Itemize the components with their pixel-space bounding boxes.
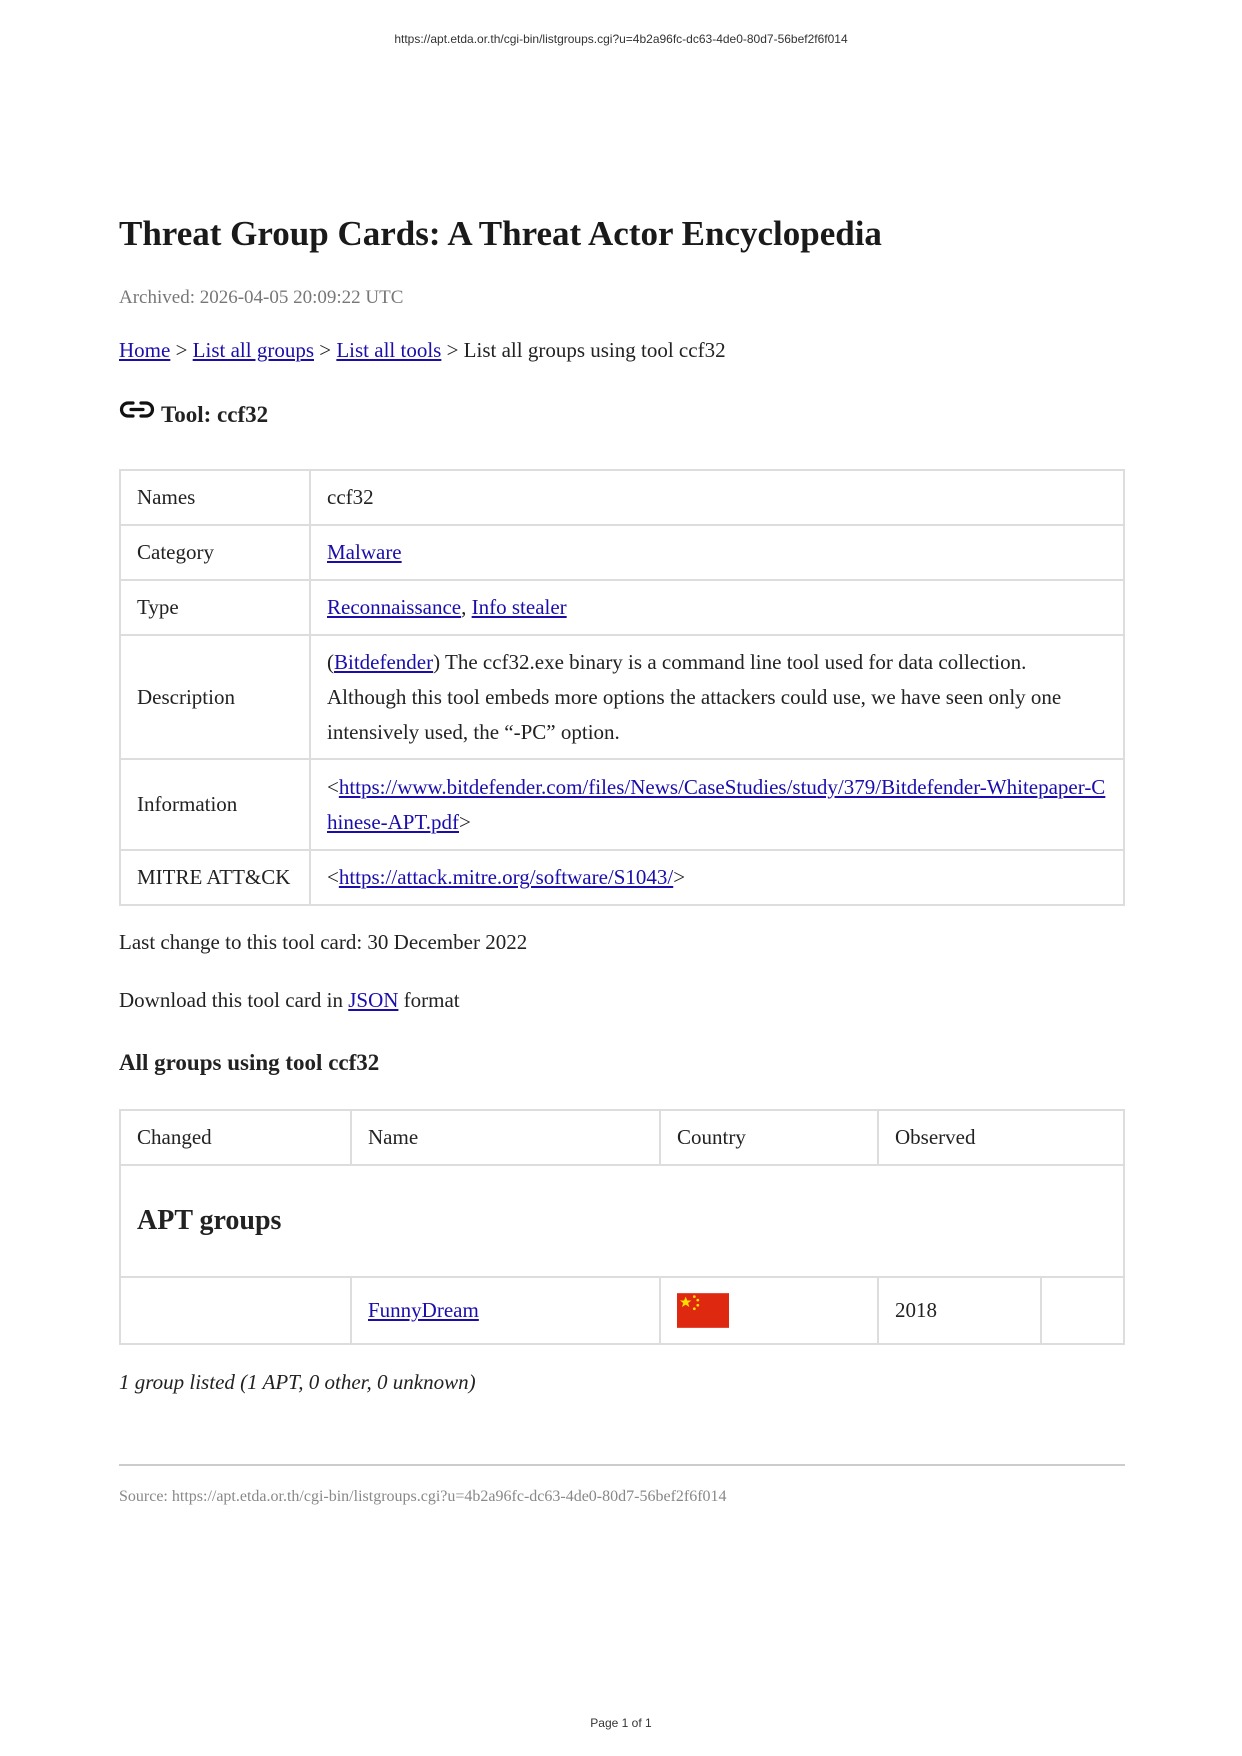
tool-heading bbox=[119, 402, 268, 428]
mitre-value bbox=[310, 850, 1124, 905]
column-header-name: Name bbox=[351, 1110, 660, 1165]
type-separator: , bbox=[461, 595, 472, 619]
group-changed bbox=[120, 1277, 351, 1344]
table-row bbox=[120, 635, 1124, 759]
category-value bbox=[310, 525, 1124, 580]
download-prefix: Download this tool card in bbox=[119, 988, 349, 1012]
mitre-gt: > bbox=[673, 865, 686, 889]
description-text: ) The ccf32.exe binary is a command line tool used for data collection. Although this tool embeds more options the attackers could use, we have seen only one intensively used, the “-PC” option. bbox=[327, 649, 1062, 744]
print-header-url: https://apt.etda.or.th/cgi-bin/listgroups.cgi?u=4b2a96fc-dc63-4de0-80d7-56bef2f6f014 bbox=[394, 32, 848, 46]
source-url: Source: https://apt.etda.or.th/cgi-bin/listgroups.cgi?u=4b2a96fc-dc63-4de0-80d7-56bef2f6f014 bbox=[119, 1488, 727, 1505]
download-line bbox=[119, 988, 460, 1013]
information-value bbox=[310, 759, 1124, 850]
last-change-text: Last change to this tool card: 30 December 2022 bbox=[119, 930, 528, 954]
groups-heading: All groups using tool ccf32 bbox=[119, 1050, 380, 1075]
column-header-changed: Changed bbox=[120, 1110, 351, 1165]
breadcrumb bbox=[119, 338, 726, 363]
information-gt: > bbox=[459, 809, 471, 834]
group-country-cell bbox=[660, 1277, 878, 1344]
page-title: Threat Group Cards: A Threat Actor Encyclopedia bbox=[119, 214, 882, 253]
table-row bbox=[120, 759, 1124, 850]
breadcrumb-list-groups-link[interactable]: List all groups bbox=[192, 338, 314, 362]
section-row bbox=[120, 1165, 1124, 1277]
link-icon bbox=[119, 398, 155, 422]
type-label: Type bbox=[120, 580, 310, 635]
mitre-attack-link[interactable]: https://attack.mitre.org/software/S1043/ bbox=[338, 865, 674, 889]
description-label: Description bbox=[120, 635, 310, 759]
groups-summary: 1 group listed (1 APT, 0 other, 0 unknown) bbox=[119, 1370, 476, 1394]
breadcrumb-list-tools-link[interactable]: List all tools bbox=[336, 338, 442, 362]
description-value bbox=[310, 635, 1124, 759]
table-row bbox=[120, 470, 1124, 525]
group-name-cell bbox=[351, 1277, 660, 1344]
category-label: Category bbox=[120, 525, 310, 580]
download-json-link[interactable]: JSON bbox=[348, 988, 399, 1012]
description-bitdefender-link[interactable]: Bitdefender bbox=[334, 649, 434, 674]
section-title-apt-groups: APT groups bbox=[120, 1165, 1124, 1277]
breadcrumb-separator: > bbox=[314, 338, 337, 362]
download-suffix: format bbox=[398, 988, 460, 1012]
archived-timestamp: Archived: 2026-04-05 20:09:22 UTC bbox=[119, 287, 404, 308]
type-info-stealer-link[interactable]: Info stealer bbox=[471, 595, 567, 619]
group-observed: 2018 bbox=[878, 1277, 1041, 1344]
table-row bbox=[120, 850, 1124, 905]
breadcrumb-separator: > bbox=[170, 338, 193, 362]
table-row bbox=[120, 580, 1124, 635]
description-open-paren: ( bbox=[327, 649, 334, 674]
column-header-country: Country bbox=[660, 1110, 878, 1165]
information-label: Information bbox=[120, 759, 310, 850]
names-value: ccf32 bbox=[310, 470, 1124, 525]
china-flag-icon bbox=[677, 1293, 729, 1328]
breadcrumb-home-link[interactable]: Home bbox=[119, 338, 171, 362]
group-funnydream-link[interactable]: FunnyDream bbox=[368, 1298, 479, 1322]
tool-heading-text: Tool: ccf32 bbox=[161, 402, 269, 427]
category-malware-link[interactable]: Malware bbox=[327, 540, 402, 564]
mitre-label: MITRE ATT&CK bbox=[120, 850, 310, 905]
footer-divider bbox=[119, 1464, 1125, 1466]
tool-info-table bbox=[119, 469, 1125, 906]
mitre-lt: < bbox=[327, 865, 339, 889]
group-extra bbox=[1041, 1277, 1124, 1344]
column-header-observed: Observed bbox=[878, 1110, 1124, 1165]
table-row bbox=[120, 525, 1124, 580]
groups-header-row bbox=[120, 1110, 1124, 1165]
type-value bbox=[310, 580, 1124, 635]
information-lt: < bbox=[327, 774, 339, 799]
information-bitdefender-pdf-link[interactable]: https://www.bitdefender.com/files/News/CaseStudies/study/379/Bitdefender-Whitepaper-Chinese-APT.pdf bbox=[327, 774, 1106, 834]
type-reconnaissance-link[interactable]: Reconnaissance bbox=[327, 595, 462, 619]
table-row bbox=[120, 1277, 1124, 1344]
breadcrumb-current: > List all groups using tool ccf32 bbox=[441, 338, 726, 362]
names-label: Names bbox=[120, 470, 310, 525]
groups-table bbox=[119, 1109, 1125, 1345]
page-number: Page 1 of 1 bbox=[590, 1716, 652, 1730]
